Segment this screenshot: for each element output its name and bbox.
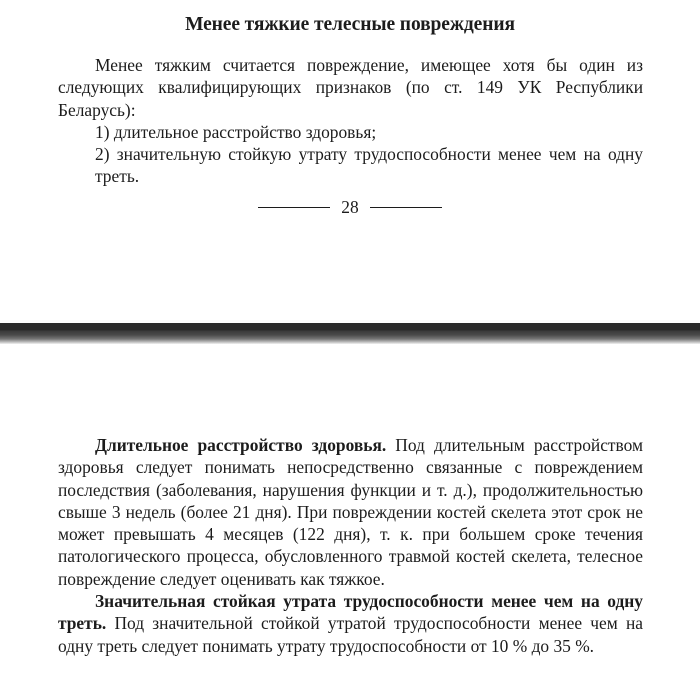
intro-paragraph: Менее тяжким считается повреждение, имеющее хотя бы один из следующих квалифицирующих признаков (по ст. 149 УК Республики Беларусь): [58, 55, 643, 120]
body-block [58, 434, 643, 657]
definition-work-capacity-loss: Под значительной стойкой утратой трудоспособности менее чем на одну треть следует понимать утрату трудоспособности от 10 % до 35 %. [58, 613, 643, 656]
page-break-divider [0, 323, 700, 344]
page-number: 28 [341, 197, 359, 217]
page-number-rule-left [258, 207, 330, 208]
term-work-capacity-loss: Значительная стойкая утрата трудоспособности менее чем на одну треть. [58, 591, 643, 634]
list-item-1: 1) длительное расстройство здоровья; [95, 121, 377, 142]
page-top [0, 0, 700, 323]
paragraph-work-capacity-loss [58, 590, 643, 657]
intro-block [58, 54, 643, 188]
page-number-rule-right [370, 207, 442, 208]
list-item-2: 2) значительную стойкую утрату трудоспособности менее чем на одну треть. [95, 144, 643, 187]
term-long-term-disorder: Длительное расстройство здоровья. [95, 435, 387, 455]
definition-long-term-disorder: Под длительным расстройством здоровья следует понимать непосредственно связанные с повреждением последствия (заболевания, нарушения функции и т. д.), продолжительностью свыше 3 недель (более 21 дня). При повреждении костей скелета этот срок не может превышать 4 месяцев (122 дня), т. к. при большем сроке течения патологического процесса, обусловленного травмой костей скелета, телесное повреждение следует оценивать как тяжкое. [58, 435, 643, 589]
page-number-row [0, 196, 700, 218]
page-bottom [0, 344, 700, 693]
section-heading: Менее тяжкие телесные повреждения [185, 14, 515, 35]
paragraph-long-term-disorder [58, 434, 643, 590]
